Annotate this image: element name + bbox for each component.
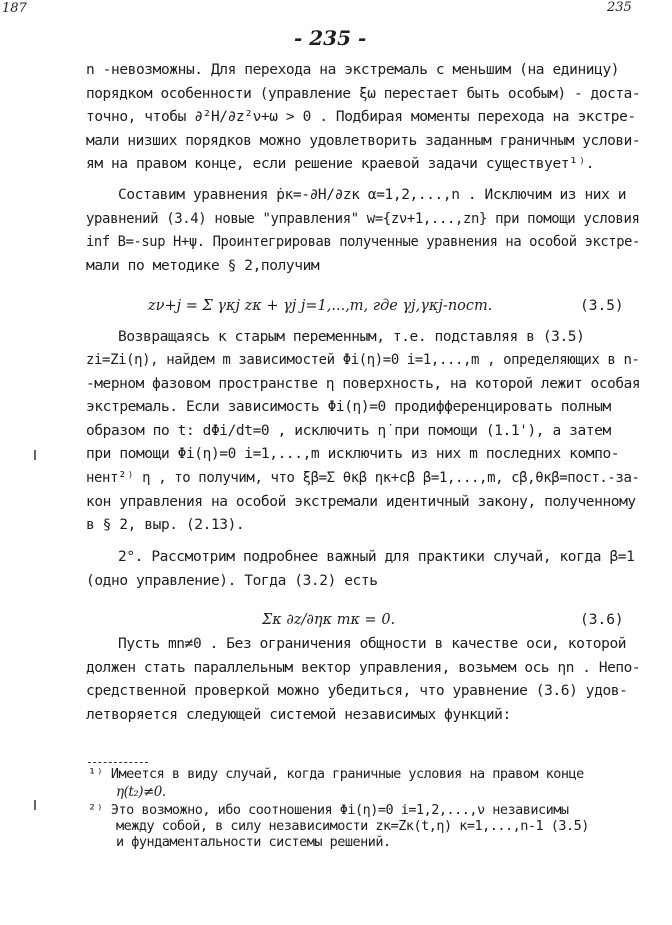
equation-3-6: Σκ ∂z/∂ηκ mκ = 0. (262, 612, 396, 628)
footnote-line: ¹⁾ Имеется в виду случай, когда граничные условия на правом конце (88, 766, 584, 782)
text-line: экстремаль. Если зависимость Φi(η)=0 продифференцировать полным (86, 399, 611, 415)
equation-number: (3.5) (580, 298, 624, 314)
footnote-line: и фундаментальности системы решений. (116, 834, 391, 850)
text-line: в § 2, выр. (2.13). (86, 517, 245, 533)
text-line: кон управления на особой экстремали идентичный закону, полученному (86, 494, 636, 510)
text-line: летворяется следующей системой независимых функций: (86, 707, 511, 723)
equation-number: (3.6) (580, 612, 624, 628)
text-line: порядком особенности (управление ξω перестает быть особым) - доста- (86, 86, 641, 102)
equation-3-5: zν+j = Σ γκj zκ + γj j=1,...,m, где γj,γκj-пост. (148, 298, 493, 314)
text-line: -мерном фазовом пространстве η поверхность, на которой лежит особая (86, 376, 641, 392)
text-line: n -невозможны. Для перехода на экстремаль с меньшим (на единицу) (86, 62, 620, 78)
text-line: 2°. Рассмотрим подробнее важный для практики случай, когда β=1 (118, 549, 635, 565)
margin-mark (34, 450, 39, 460)
text-line: Составим уравнения ṗκ=-∂H/∂zκ α=1,2,...,n . Исключим из них и (118, 187, 627, 203)
footnote-line: между собой, в силу независимости zκ=Zκ(t,η) κ=1,...,n-1 (3.5) (116, 818, 589, 834)
text-line: средственной проверкой можно убедиться, что уравнение (3.6) удов- (86, 683, 628, 699)
corner-page-number-right: 235 (607, 0, 632, 15)
text-line: точно, чтобы ∂²H/∂z²ν+ω > 0 . Подбирая моменты перехода на экстре- (86, 109, 636, 125)
text-line: должен стать параллельным вектор управления, возьмем ось ηn . Непо- (86, 660, 641, 676)
text-line: Возвращаясь к старым переменным, т.е. подставляя в (3.5) (118, 329, 585, 345)
corner-page-number-left: 187 (2, 1, 27, 16)
footnote-separator (88, 762, 148, 763)
text-line: ям на правом конце, если решение краевой задачи существует¹⁾. (86, 156, 595, 172)
margin-mark (34, 800, 39, 810)
text-line: (одно управление). Тогда (3.2) есть (86, 573, 378, 589)
text-line: Пусть mn≠0 . Без ограничения общности в качестве оси, которой (118, 636, 627, 652)
text-line: нент²⁾ η , то получим, что ξβ=Σ θκβ ηκ+cβ β=1,...,m, cβ,θκβ=пост.-за- (86, 470, 640, 486)
text-line: мали низших порядков можно удовлетворить заданным граничным услови- (86, 133, 641, 149)
text-line: образом по t: dΦi/dt=0 , исключить η̇ при помощи (1.1'), а затем (86, 423, 611, 439)
text-line: мали по методике § 2,получим (86, 258, 320, 274)
text-line: inf B=-sup H+ψ. Проинтегрировав полученные уравнения на особой экстре- (86, 234, 640, 250)
text-line: уравнений (3.4) новые "управления" w={zν+1,...,zn} при помощи условия (86, 211, 640, 227)
page-number: - 235 - (294, 26, 367, 50)
text-line: при помощи Φi(η)=0 i=1,...,m исключить из них m последних компо- (86, 446, 620, 462)
text-line: zi=Zi(η), найдем m зависимостей Φi(η)=0 i=1,...,m , определяющих в n- (86, 352, 640, 368)
footnote-line: η(t₂)≠0. (116, 784, 166, 800)
footnote-line: ²⁾ Это возможно, ибо соотношения Φi(η)=0 i=1,2,...,ν независимы (88, 802, 569, 818)
